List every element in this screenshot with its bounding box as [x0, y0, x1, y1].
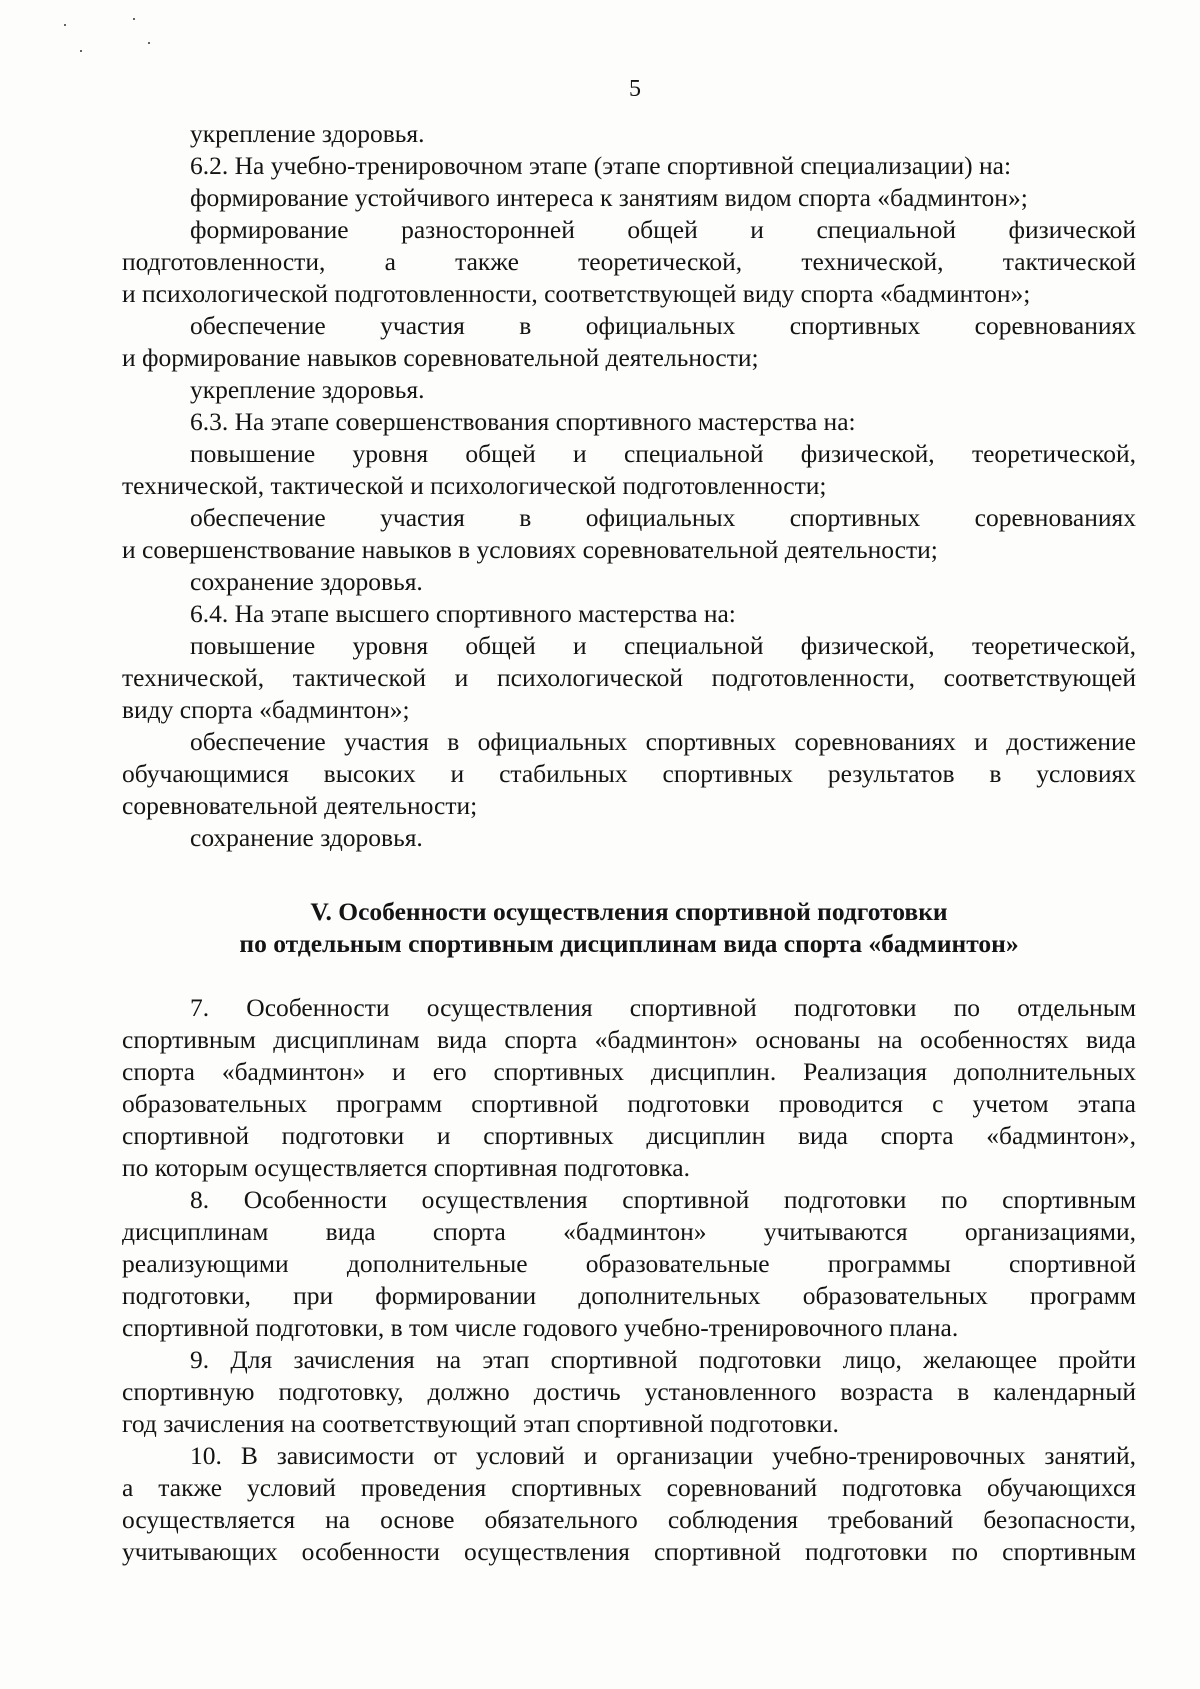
text-line: формирование разносторонней общей и специальной физической: [190, 215, 1136, 244]
text-line: образовательных программ спортивной подготовки проводится с учетом этапа: [122, 1089, 1136, 1118]
text-line: обеспечение участия в официальных спортивных соревнованиях: [190, 503, 1136, 532]
text-line: дисциплинам вида спорта «бадминтон» учитываются организациями,: [122, 1217, 1136, 1246]
text-line: 6.2. На учебно-тренировочном этапе (этапе спортивной специализации) на:: [190, 151, 1012, 180]
text-line: 6.4. На этапе высшего спортивного мастерства на:: [190, 599, 736, 628]
text-line: сохранение здоровья.: [190, 567, 423, 596]
text-line: 8. Особенности осуществления спортивной подготовки по спортивным: [190, 1185, 1136, 1214]
text-line: технической, тактической и психологической подготовленности;: [122, 471, 827, 500]
text-line: спорта «бадминтон» и его спортивных дисциплин. Реализация дополнительных: [122, 1057, 1136, 1086]
text-line: год зачисления на соответствующий этап спортивной подготовки.: [122, 1409, 839, 1438]
scan-speck: [80, 50, 82, 52]
text-line: спортивным дисциплинам вида спорта «бадминтон» основаны на особенностях вида: [122, 1025, 1136, 1054]
text-line: обучающимися высоких и стабильных спортивных результатов в условиях: [122, 759, 1136, 788]
text-line: обеспечение участия в официальных спортивных соревнованиях: [190, 311, 1136, 340]
section-heading-line: V. Особенности осуществления спортивной подготовки: [310, 897, 948, 926]
text-line: по которым осуществляется спортивная подготовка.: [122, 1153, 690, 1182]
text-line: повышение уровня общей и специальной физической, теоретической,: [190, 439, 1136, 468]
text-line: реализующими дополнительные образовательные программы спортивной: [122, 1249, 1136, 1278]
text-line: подготовки, при формировании дополнительных образовательных программ: [122, 1281, 1136, 1310]
section-heading-line: по отдельным спортивным дисциплинам вида спорта «бадминтон»: [239, 929, 1019, 958]
text-line: сохранение здоровья.: [190, 823, 423, 852]
scan-speck: [148, 42, 150, 44]
text-line: виду спорта «бадминтон»;: [122, 695, 410, 724]
text-line: соревновательной деятельности;: [122, 791, 478, 820]
text-line: спортивной подготовки и спортивных дисциплин вида спорта «бадминтон»,: [122, 1121, 1136, 1150]
text-line: и формирование навыков соревновательной деятельности;: [122, 343, 759, 372]
text-line: обеспечение участия в официальных спортивных соревнованиях и достижение: [190, 727, 1136, 756]
text-line: укрепление здоровья.: [190, 375, 425, 404]
text-line: и психологической подготовленности, соответствующей виду спорта «бадминтон»;: [122, 279, 1031, 308]
text-line: осуществляется на основе обязательного соблюдения требований безопасности,: [122, 1505, 1136, 1534]
text-line: и совершенствование навыков в условиях соревновательной деятельности;: [122, 535, 938, 564]
text-line: 9. Для зачисления на этап спортивной подготовки лицо, желающее пройти: [190, 1345, 1136, 1374]
text-line: 10. В зависимости от условий и организации учебно-тренировочных занятий,: [190, 1441, 1136, 1470]
text-line: спортивную подготовку, должно достичь установленного возраста в календарный: [122, 1377, 1136, 1406]
text-line: укрепление здоровья.: [190, 119, 425, 148]
text-line: формирование устойчивого интереса к занятиям видом спорта «бадминтон»;: [190, 183, 1028, 212]
scan-speck: [133, 18, 135, 20]
text-line: повышение уровня общей и специальной физической, теоретической,: [190, 631, 1136, 660]
text-line: учитывающих особенности осуществления спортивной подготовки по спортивным: [122, 1537, 1136, 1566]
text-line: 7. Особенности осуществления спортивной подготовки по отдельным: [190, 993, 1136, 1022]
text-line: а также условий проведения спортивных соревнований подготовка обучающихся: [122, 1473, 1136, 1502]
text-line: подготовленности, а также теоретической, технической, тактической: [122, 247, 1136, 276]
text-line: спортивной подготовки, в том числе годового учебно-тренировочного плана.: [122, 1313, 959, 1342]
scan-speck: [64, 24, 66, 26]
text-line: 6.3. На этапе совершенствования спортивного мастерства на:: [190, 407, 856, 436]
page-number: 5: [629, 76, 641, 102]
text-line: технической, тактической и психологической подготовленности, соответствующей: [122, 663, 1136, 692]
